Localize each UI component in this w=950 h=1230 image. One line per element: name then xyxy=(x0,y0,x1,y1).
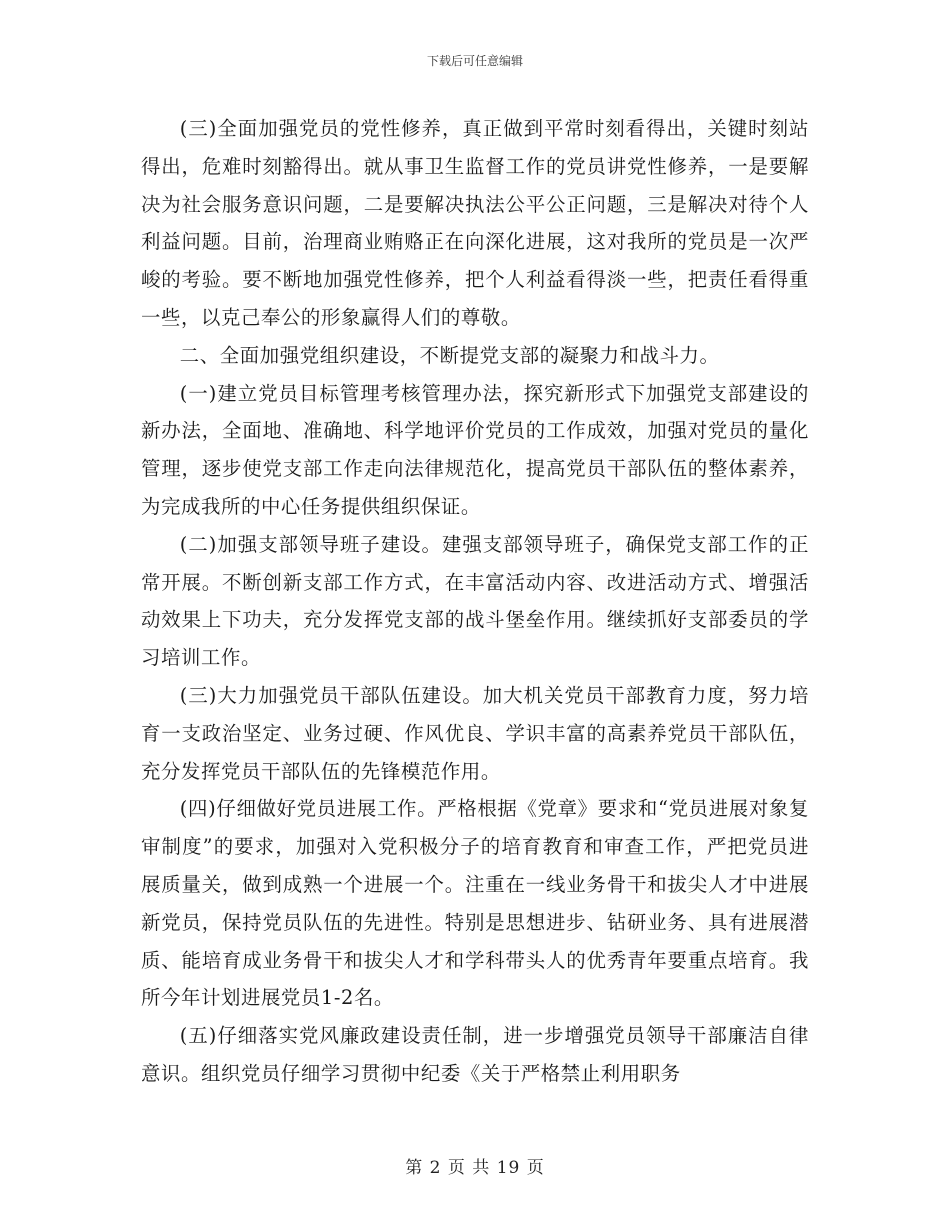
paragraph-target-management: (一)建立党员目标管理考核管理办法，探究新形式下加强党支部建设的新办法，全面地、准确地、科学地评价党员的工作成效，加强对党员的量化管理，逐步使党支部工作走向法律规范化，提高党员干部队伍的整体素养，为完成我所的中心任务提供组织保证。 xyxy=(141,381,809,518)
paragraph-section-two-heading: 二、全面加强党组织建设，不断提党支部的凝聚力和战斗力。 xyxy=(179,343,720,367)
document-body xyxy=(141,110,809,1093)
paragraph-cadre-team: (三)大力加强党员干部队伍建设。加大机关党员干部教育力度，努力培育一支政治坚定、业务过硬、作风优良、学识丰富的高素养党员干部队伍，充分发挥党员干部队伍的先锋模范作用。 xyxy=(141,683,809,783)
paragraph-party-spirit: (三)全面加强党员的党性修养，真正做到平常时刻看得出，关键时刻站得出，危难时刻豁得出。就从事卫生监督工作的党员讲党性修养，一是要解决为社会服务意识问题，二是要解决执法公平公正问题，三是解决对待个人利益问题。目前，治理商业贿赂正在向深化进展，这对我所的党员是一次严峻的考验。要不断地加强党性修养，把个人利益看得淡一些，把责任看得重一些，以克己奉公的形象赢得人们的尊敬。 xyxy=(141,117,809,329)
paragraph-member-development: (四)仔细做好党员进展工作。严格根据《党章》要求和“党员进展对象复审制度”的要求，加强对入党积极分子的培育教育和审查工作，严把党员进展质量关，做到成熟一个进展一个。注重在一线业务骨干和拔尖人才中进展新党员，保持党员队伍的先进性。特别是思想进步、钻研业务、具有进展潜质、能培育成业务骨干和拔尖人才和学科带头人的优秀青年要重点培育。我所今年计划进展党员1-2名。 xyxy=(141,797,809,1010)
page-header-note: 下载后可任意编辑 xyxy=(426,54,523,68)
paragraph-leadership-team: (二)加强支部领导班子建设。建强支部领导班子，确保党支部工作的正常开展。不断创新支部工作方式，在丰富活动内容、改进活动方式、增强活动效果上下功夫，充分发挥党支部的战斗堡垒作用。继续抓好支部委员的学习培训工作。 xyxy=(141,532,809,670)
page-number-footer: 第 2 页 共 19 页 xyxy=(405,1158,545,1178)
paragraph-integrity-responsibility: (五)仔细落实党风廉政建设责任制，进一步增强党员领导干部廉洁自律意识。组织党员仔细学习贯彻中纪委《关于严格禁止利用职务 xyxy=(141,1024,809,1085)
